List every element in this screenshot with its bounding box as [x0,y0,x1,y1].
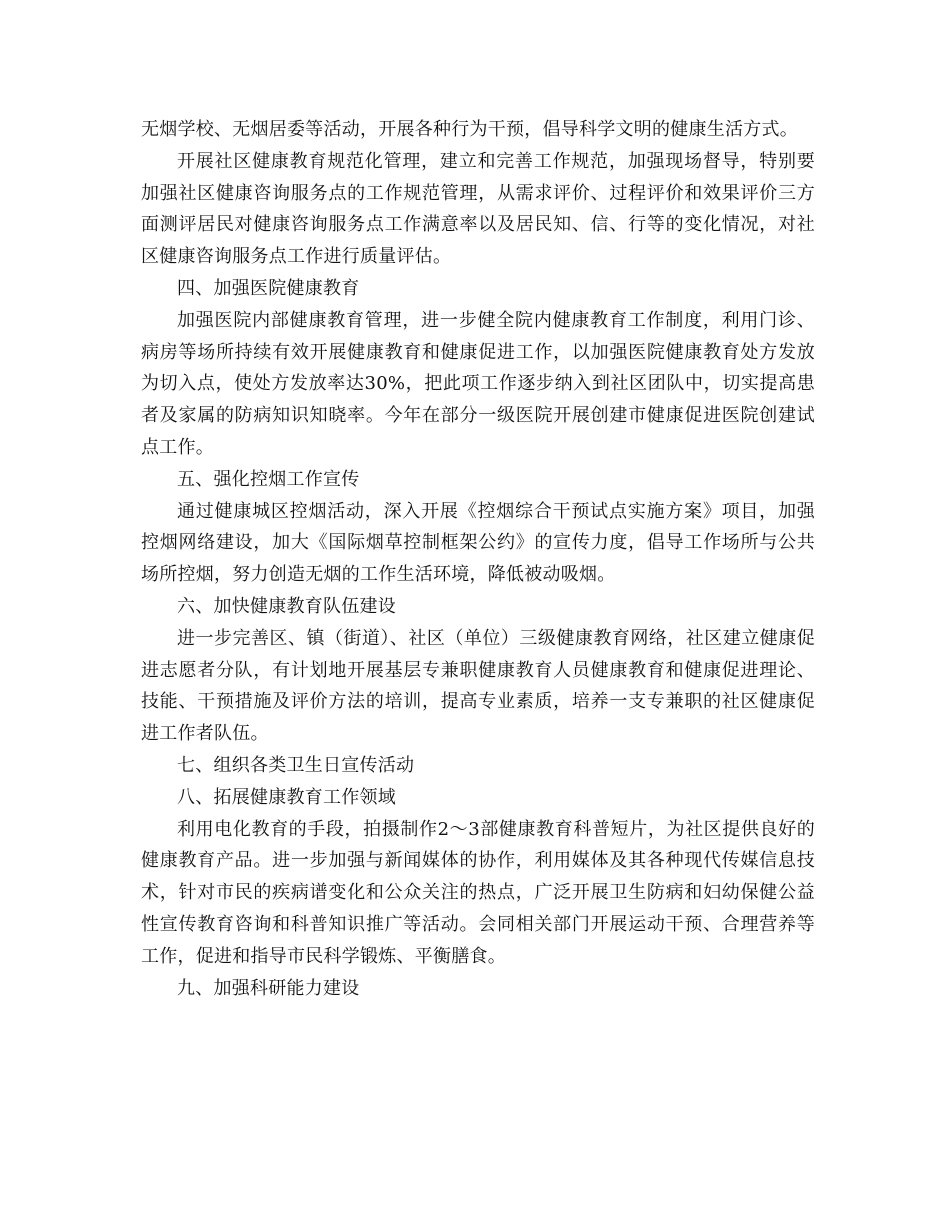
section-heading-health-day-activities: 七、组织各类卫生日宣传活动 [177,754,415,776]
paragraph-continuation: 无烟学校、无烟居委等活动，开展各种行为干预，倡导科学文明的健康生活方式。 [141,119,798,140]
paragraph-community-standardization: 开展社区健康教育规范化管理，建立和完善工作规范，加强现场督导，特别要加强社区健康咨询服务点的工作规范管理，从需求评价、过程评价和效果评价三方面测评居民对健康咨询服务点工作满意率以及居民知、信、行等的变化情况，对社区健康咨询服务点工作进行质量评估。 [141,150,815,268]
paragraph-team-building: 进一步完善区、镇（街道）、社区（单位）三级健康教育网络，社区建立健康促进志愿者分队，有计划地开展基层专兼职健康教育人员健康教育和健康促进理论、技能、干预措施及评价方法的培训，提高专业素质，培养一支专兼职的社区健康促进工作者队伍。 [141,627,815,745]
section-heading-tobacco-control: 五、强化控烟工作宣传 [177,468,360,490]
section-heading-team-building: 六、加快健康教育队伍建设 [177,595,396,617]
document-body [141,114,815,1004]
paragraph-hospital-health-education: 加强医院内部健康教育管理，进一步健全院内健康教育工作制度，利用门诊、病房等场所持续有效开展健康教育和健康促进工作，以加强医院健康教育处方发放为切入点，使处方发放率达30%，把此项工作逐步纳入到社区团队中，切实提高患者及家属的防病知识知晓率。今年在部分一级医院开展创建市健康促进医院创建试点工作。 [141,309,815,458]
paragraph-expand-fields: 利用电化教育的手段，拍摄制作2～3部健康教育科普短片，为社区提供良好的健康教育产品。进一步加强与新闻媒体的协作，利用媒体及其各种现代传媒信息技术，针对市民的疾病谱变化和公众关注的热点，广泛开展卫生防病和妇幼保健公益性宣传教育咨询和科普知识推广等活动。会同相关部门开展运动干预、合理营养等工作，促进和指导市民科学锻炼、平衡膳食。 [141,818,815,967]
section-heading-hospital-health-education: 四、加强医院健康教育 [177,277,360,299]
section-heading-expand-fields: 八、拓展健康教育工作领域 [177,786,396,808]
paragraph-tobacco-control: 通过健康城区控烟活动，深入开展《控烟综合干预试点实施方案》项目，加强控烟网络建设，加大《国际烟草控制框架公约》的宣传力度，倡导工作场所与公共场所控烟，努力创造无烟的工作生活环境，降低被动吸烟。 [141,500,815,586]
section-heading-research-capacity: 九、加强科研能力建设 [177,977,360,999]
